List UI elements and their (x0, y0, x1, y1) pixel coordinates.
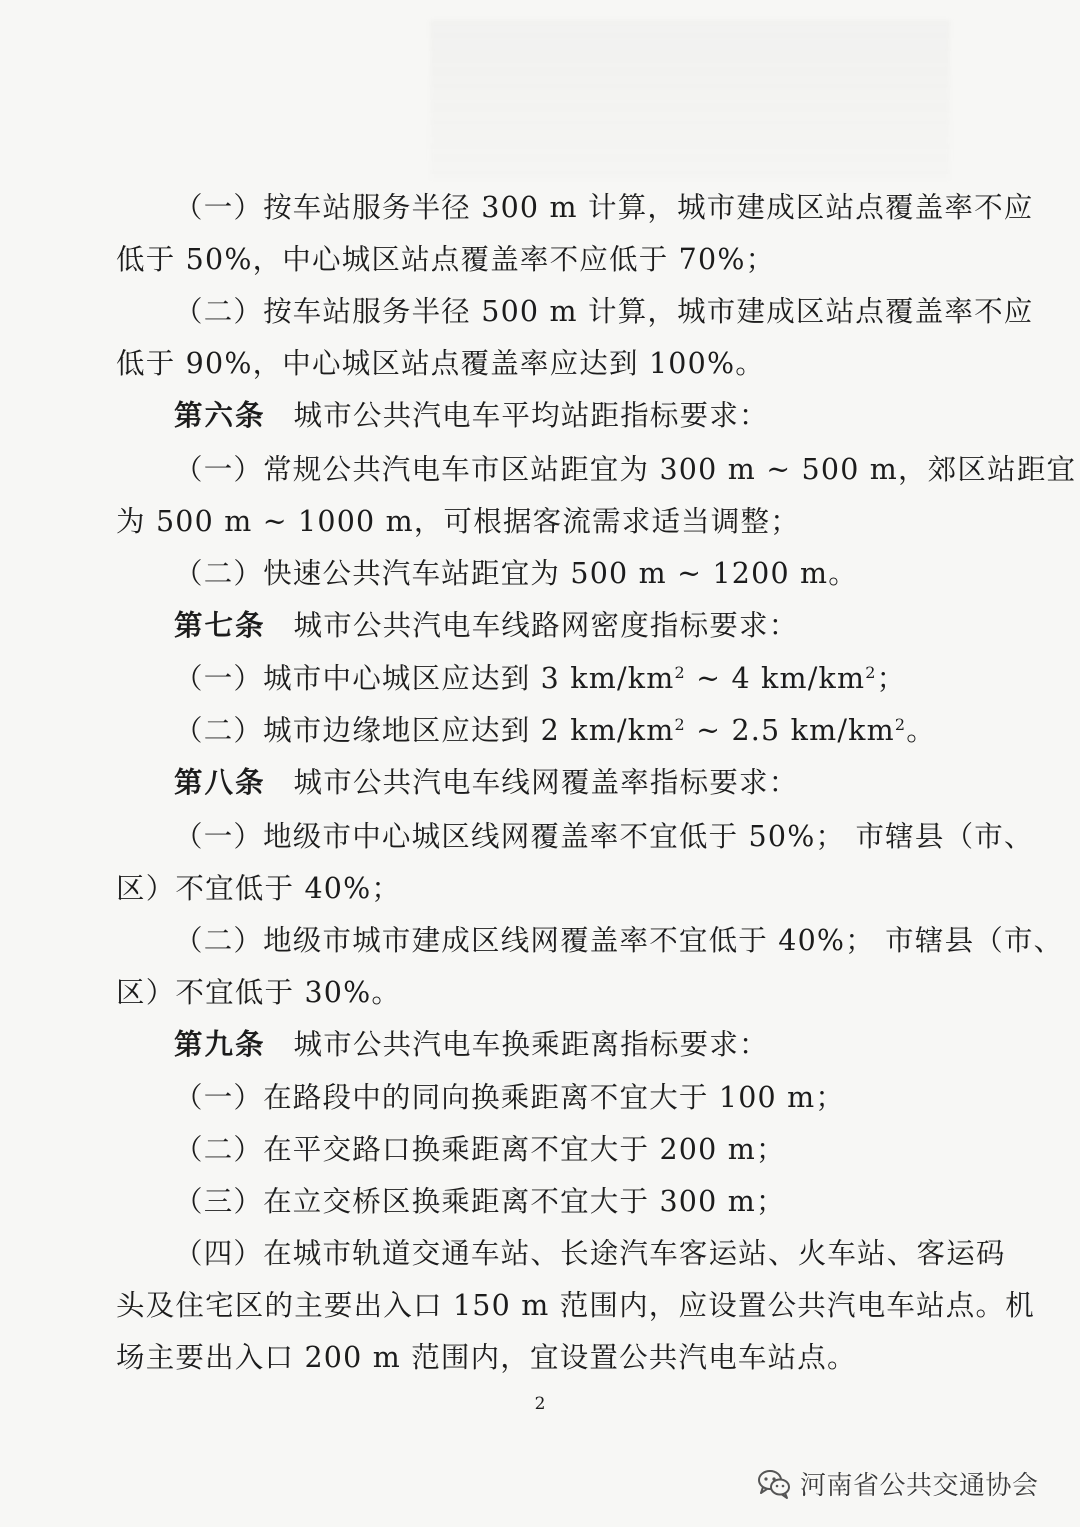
text-line: 头及住宅区的主要出入口 150 m 范围内，应设置公共汽电车站点。机 (116, 1289, 1035, 1322)
density-line-1 (0, 659, 1080, 699)
article-8-heading: 第八条 (174, 766, 266, 799)
article-8-title: 城市公共汽电车线网覆盖率指标要求： (293, 766, 799, 799)
text-line: （一）按车站服务半径 300 m 计算，城市建成区站点覆盖率不应 (174, 191, 1034, 224)
text-line: 低于 50%，中心城区站点覆盖率不应低于 70%； (116, 243, 776, 276)
article-7-title: 城市公共汽电车线路网密度指标要求： (293, 609, 799, 642)
article-6-heading: 第六条 (174, 399, 266, 432)
page-number: 2 (534, 1394, 546, 1414)
wechat-icon (756, 1465, 792, 1501)
article-7-heading: 第七条 (174, 609, 266, 642)
text-line: （二）在平交路口换乘距离不宜大于 200 m； (174, 1133, 786, 1166)
text-line: 场主要出入口 200 m 范围内，宜设置公共汽电车站点。 (116, 1341, 857, 1374)
text-line: （一）在路段中的同向换乘距离不宜大于 100 m； (174, 1081, 846, 1114)
text-line: （二）地级市城市建成区线网覆盖率不宜低于 40%； 市辖县（市、 (174, 924, 1064, 957)
article-7 (0, 606, 1080, 646)
article-6 (0, 396, 1080, 436)
watermark (756, 1463, 1039, 1503)
superscript: 2 (674, 663, 686, 682)
text-segment: ~ 4 km/km (685, 662, 866, 695)
superscript: 2 (674, 715, 686, 734)
text-segment: （二）城市边缘地区应达到 2 km/km (174, 714, 675, 747)
text-segment: ~ 2.5 km/km (685, 714, 895, 747)
bleed-through-shadow (430, 20, 950, 180)
superscript: 2 (894, 715, 907, 734)
text-line: （一）常规公共汽电车市区站距宜为 300 m ~ 500 m，郊区站距宜 (174, 453, 1077, 486)
density-line-2 (0, 711, 1080, 751)
text-line: （一）地级市中心城区线网覆盖率不宜低于 50%； 市辖县（市、 (174, 820, 1034, 853)
watermark-text: 河南省公共交通协会 (800, 1470, 1039, 1501)
text-line: 区）不宜低于 30%。 (116, 976, 402, 1009)
article-8 (0, 763, 1080, 803)
text-line: 低于 90%，中心城区站点覆盖率应达到 100%。 (116, 347, 765, 380)
text-segment: 。 (906, 714, 936, 747)
text-line: （三）在立交桥区换乘距离不宜大于 300 m； (174, 1185, 786, 1218)
article-9-heading: 第九条 (174, 1028, 266, 1061)
article-9-title: 城市公共汽电车换乘距离指标要求： (293, 1028, 769, 1061)
text-line: （二）按车站服务半径 500 m 计算，城市建成区站点覆盖率不应 (174, 295, 1034, 328)
article-6-title: 城市公共汽电车平均站距指标要求： (293, 399, 769, 432)
text-line: 区）不宜低于 40%； (116, 872, 402, 905)
text-line: （二）快速公共汽车站距宜为 500 m ~ 1200 m。 (174, 557, 858, 590)
superscript: 2 (865, 663, 877, 682)
text-segment: （一）城市中心城区应达到 3 km/km (174, 662, 675, 695)
text-line: 为 500 m ~ 1000 m，可根据客流需求适当调整； (116, 505, 800, 538)
text-line: （四）在城市轨道交通车站、长途汽车客运站、火车站、客运码 (174, 1237, 1006, 1270)
article-9 (0, 1025, 1080, 1065)
text-segment: ； (876, 662, 907, 695)
